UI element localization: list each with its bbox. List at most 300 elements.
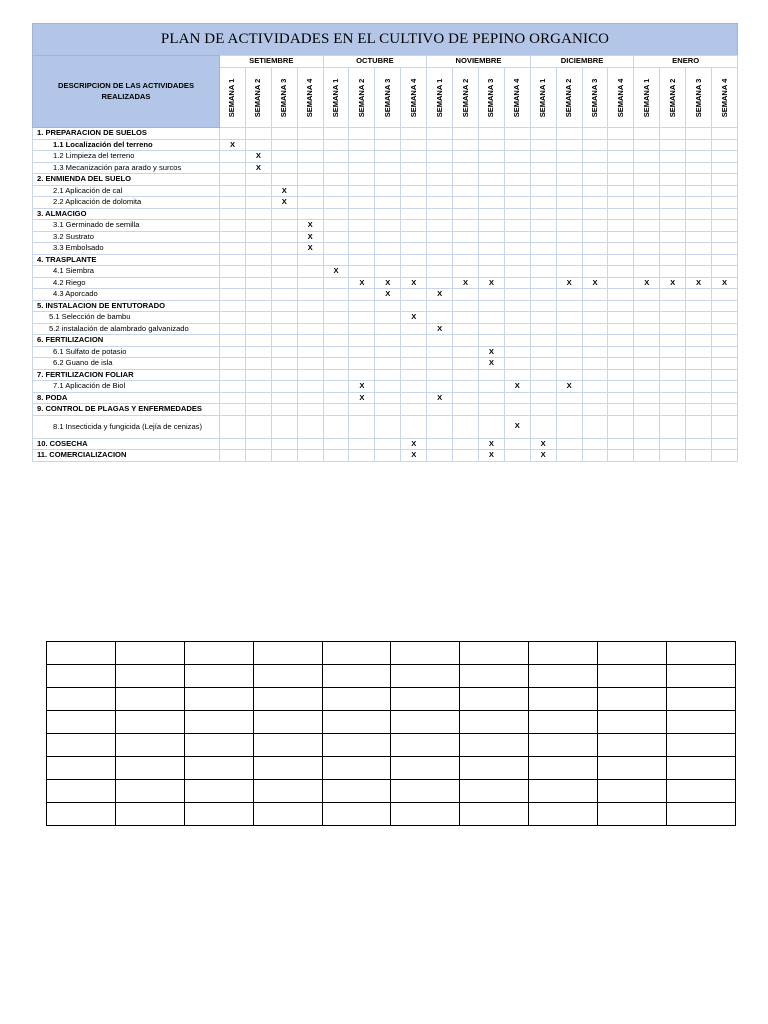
schedule-cell xyxy=(323,139,349,151)
schedule-cell xyxy=(220,312,246,324)
schedule-cell xyxy=(271,300,297,312)
activity-row xyxy=(33,185,738,197)
activity-label: 1. PREPARACION DE SUELOS xyxy=(33,128,220,140)
schedule-cell xyxy=(478,266,504,278)
blank-cell xyxy=(667,780,736,803)
schedule-cell xyxy=(349,312,375,324)
schedule-cell xyxy=(608,335,634,347)
activity-label: 6.2 Guano de isla xyxy=(33,358,220,370)
schedule-cell xyxy=(453,381,479,393)
schedule-cell xyxy=(504,197,530,209)
schedule-cell xyxy=(375,151,401,163)
schedule-cell xyxy=(660,415,686,438)
schedule-cell xyxy=(375,162,401,174)
schedule-mark: X xyxy=(323,266,349,278)
schedule-cell xyxy=(634,289,660,301)
schedule-cell xyxy=(245,197,271,209)
schedule-cell xyxy=(530,300,556,312)
activity-label: 6.1 Sulfato de potasio xyxy=(33,346,220,358)
schedule-cell xyxy=(349,220,375,232)
schedule-cell xyxy=(349,151,375,163)
schedule-cell xyxy=(530,197,556,209)
schedule-cell xyxy=(608,358,634,370)
schedule-cell xyxy=(453,438,479,450)
schedule-cell xyxy=(297,266,323,278)
schedule-cell xyxy=(323,392,349,404)
schedule-cell xyxy=(375,197,401,209)
schedule-cell xyxy=(556,139,582,151)
schedule-cell xyxy=(608,162,634,174)
schedule-cell xyxy=(427,300,453,312)
schedule-cell xyxy=(453,208,479,220)
blank-cell xyxy=(115,734,184,757)
schedule-mark: X xyxy=(478,358,504,370)
schedule-cell xyxy=(220,415,246,438)
schedule-cell xyxy=(660,266,686,278)
schedule-cell xyxy=(530,289,556,301)
schedule-cell xyxy=(453,323,479,335)
description-header: DESCRIPCION DE LAS ACTIVIDADES REALIZADAS xyxy=(33,56,220,128)
schedule-cell xyxy=(478,404,504,416)
blank-cell xyxy=(529,803,598,826)
schedule-cell xyxy=(504,151,530,163)
schedule-cell xyxy=(504,450,530,462)
schedule-cell xyxy=(220,346,246,358)
schedule-cell xyxy=(453,197,479,209)
schedule-cell xyxy=(401,197,427,209)
schedule-cell xyxy=(297,392,323,404)
schedule-cell xyxy=(582,300,608,312)
schedule-cell xyxy=(660,335,686,347)
schedule-cell xyxy=(271,162,297,174)
week-label: SEMANA 4 xyxy=(719,78,729,117)
schedule-cell xyxy=(220,323,246,335)
activity-row xyxy=(33,381,738,393)
schedule-cell xyxy=(712,289,738,301)
schedule-cell xyxy=(427,404,453,416)
schedule-cell xyxy=(478,254,504,266)
schedule-cell xyxy=(453,243,479,255)
blank-row xyxy=(47,642,736,665)
schedule-cell xyxy=(530,415,556,438)
schedule-mark: X xyxy=(453,277,479,289)
schedule-cell xyxy=(582,312,608,324)
schedule-cell xyxy=(271,289,297,301)
schedule-cell xyxy=(608,289,634,301)
blank-cell xyxy=(115,642,184,665)
schedule-cell xyxy=(608,450,634,462)
schedule-cell xyxy=(660,243,686,255)
schedule-cell xyxy=(427,335,453,347)
schedule-cell xyxy=(271,231,297,243)
schedule-cell xyxy=(401,266,427,278)
schedule-cell xyxy=(504,139,530,151)
schedule-mark: X xyxy=(686,277,712,289)
schedule-cell xyxy=(478,128,504,140)
schedule-mark: X xyxy=(478,277,504,289)
activity-row xyxy=(33,300,738,312)
schedule-cell xyxy=(297,312,323,324)
schedule-cell xyxy=(245,208,271,220)
schedule-cell xyxy=(220,254,246,266)
schedule-cell xyxy=(220,277,246,289)
schedule-mark: X xyxy=(530,438,556,450)
schedule-cell xyxy=(427,266,453,278)
blank-cell xyxy=(460,642,529,665)
schedule-cell xyxy=(712,358,738,370)
schedule-cell xyxy=(245,243,271,255)
blank-cell xyxy=(667,734,736,757)
schedule-cell xyxy=(375,139,401,151)
schedule-cell xyxy=(349,254,375,266)
schedule-cell xyxy=(427,312,453,324)
blank-cell xyxy=(391,757,460,780)
schedule-cell xyxy=(504,323,530,335)
blank-cell xyxy=(598,803,667,826)
schedule-cell xyxy=(686,185,712,197)
schedule-cell xyxy=(323,335,349,347)
schedule-cell xyxy=(556,358,582,370)
blank-cell xyxy=(47,803,116,826)
schedule-cell xyxy=(375,174,401,186)
schedule-cell xyxy=(634,404,660,416)
schedule-cell xyxy=(401,139,427,151)
blank-cell xyxy=(253,803,322,826)
schedule-mark: X xyxy=(245,151,271,163)
schedule-cell xyxy=(634,231,660,243)
schedule-cell xyxy=(556,404,582,416)
blank-cell xyxy=(47,734,116,757)
schedule-cell xyxy=(375,312,401,324)
schedule-cell xyxy=(220,128,246,140)
blank-cell xyxy=(115,803,184,826)
schedule-cell xyxy=(245,358,271,370)
activity-label: 5.1 Selección de bambu xyxy=(33,312,220,324)
schedule-cell xyxy=(427,174,453,186)
schedule-cell xyxy=(530,139,556,151)
schedule-cell xyxy=(453,392,479,404)
schedule-cell xyxy=(530,231,556,243)
schedule-cell xyxy=(297,151,323,163)
blank-cell xyxy=(253,780,322,803)
schedule-cell xyxy=(660,208,686,220)
schedule-cell xyxy=(686,139,712,151)
schedule-cell xyxy=(297,335,323,347)
activity-label: 1.3 Mecanización para arado y surcos xyxy=(33,162,220,174)
schedule-cell xyxy=(271,438,297,450)
schedule-cell xyxy=(582,243,608,255)
schedule-cell xyxy=(323,404,349,416)
schedule-cell xyxy=(323,208,349,220)
schedule-mark: X xyxy=(401,277,427,289)
schedule-cell xyxy=(634,335,660,347)
activity-row xyxy=(33,162,738,174)
schedule-mark: X xyxy=(427,323,453,335)
schedule-cell xyxy=(453,139,479,151)
schedule-cell xyxy=(582,139,608,151)
schedule-cell xyxy=(686,231,712,243)
schedule-cell xyxy=(686,392,712,404)
activity-label: 8.1 Insecticida y fungicida (Lejía de cenizas) xyxy=(33,415,220,438)
schedule-cell xyxy=(634,300,660,312)
schedule-cell xyxy=(712,369,738,381)
schedule-cell xyxy=(608,369,634,381)
activity-row xyxy=(33,404,738,416)
schedule-cell xyxy=(504,358,530,370)
month-header: OCTUBRE xyxy=(323,56,427,68)
schedule-cell xyxy=(453,151,479,163)
schedule-cell xyxy=(453,185,479,197)
schedule-cell xyxy=(712,254,738,266)
blank-row xyxy=(47,757,736,780)
blank-cell xyxy=(115,711,184,734)
schedule-cell xyxy=(660,300,686,312)
activity-row xyxy=(33,231,738,243)
schedule-cell xyxy=(686,162,712,174)
schedule-cell xyxy=(556,174,582,186)
schedule-cell xyxy=(297,346,323,358)
schedule-cell xyxy=(582,415,608,438)
schedule-cell xyxy=(375,220,401,232)
schedule-cell xyxy=(297,254,323,266)
schedule-mark: X xyxy=(556,381,582,393)
week-label: SEMANA 1 xyxy=(537,78,547,117)
schedule-cell xyxy=(478,208,504,220)
schedule-cell xyxy=(401,254,427,266)
schedule-cell xyxy=(686,358,712,370)
schedule-cell xyxy=(245,289,271,301)
schedule-cell xyxy=(453,162,479,174)
schedule-cell xyxy=(297,438,323,450)
blank-cell xyxy=(529,665,598,688)
schedule-cell xyxy=(686,335,712,347)
week-header xyxy=(349,68,375,128)
blank-cell xyxy=(598,734,667,757)
schedule-cell xyxy=(608,197,634,209)
schedule-cell xyxy=(686,128,712,140)
schedule-cell xyxy=(634,197,660,209)
blank-cell xyxy=(598,780,667,803)
schedule-cell xyxy=(349,139,375,151)
schedule-cell xyxy=(686,415,712,438)
schedule-cell xyxy=(478,312,504,324)
schedule-cell xyxy=(323,358,349,370)
schedule-cell xyxy=(634,174,660,186)
schedule-cell xyxy=(375,404,401,416)
activity-label: 3.3 Embolsado xyxy=(33,243,220,255)
schedule-cell xyxy=(401,415,427,438)
schedule-cell xyxy=(401,243,427,255)
schedule-cell xyxy=(349,185,375,197)
activity-row xyxy=(33,208,738,220)
schedule-cell xyxy=(556,369,582,381)
schedule-cell xyxy=(660,438,686,450)
activity-label: 2.1 Aplicación de cal xyxy=(33,185,220,197)
schedule-cell xyxy=(608,174,634,186)
activity-label: 1.2 Limpieza del terreno xyxy=(33,151,220,163)
schedule-cell xyxy=(220,300,246,312)
blank-cell xyxy=(529,688,598,711)
schedule-cell xyxy=(530,243,556,255)
schedule-cell xyxy=(634,139,660,151)
blank-cell xyxy=(391,665,460,688)
schedule-cell xyxy=(323,323,349,335)
schedule-mark: X xyxy=(660,277,686,289)
schedule-cell xyxy=(401,289,427,301)
schedule-cell xyxy=(530,404,556,416)
week-header xyxy=(427,68,453,128)
schedule-mark: X xyxy=(504,415,530,438)
schedule-cell xyxy=(271,335,297,347)
schedule-cell xyxy=(582,174,608,186)
schedule-cell xyxy=(297,450,323,462)
schedule-cell xyxy=(245,392,271,404)
schedule-cell xyxy=(427,185,453,197)
schedule-cell xyxy=(375,369,401,381)
schedule-cell xyxy=(297,139,323,151)
schedule-cell xyxy=(401,208,427,220)
schedule-cell xyxy=(427,346,453,358)
schedule-cell xyxy=(401,220,427,232)
schedule-cell xyxy=(271,404,297,416)
blank-cell xyxy=(667,711,736,734)
blank-cell xyxy=(322,734,391,757)
blank-cell xyxy=(253,734,322,757)
week-header xyxy=(375,68,401,128)
schedule-cell xyxy=(634,450,660,462)
schedule-cell xyxy=(245,231,271,243)
month-header: DICIEMBRE xyxy=(530,56,634,68)
schedule-cell xyxy=(427,128,453,140)
schedule-cell xyxy=(556,335,582,347)
schedule-cell xyxy=(686,312,712,324)
blank-cell xyxy=(391,734,460,757)
schedule-cell xyxy=(220,197,246,209)
schedule-cell xyxy=(634,323,660,335)
schedule-cell xyxy=(375,335,401,347)
schedule-cell xyxy=(712,128,738,140)
schedule-cell xyxy=(401,151,427,163)
schedule-cell xyxy=(453,369,479,381)
schedule-cell xyxy=(271,277,297,289)
week-header xyxy=(220,68,246,128)
schedule-cell xyxy=(323,151,349,163)
schedule-cell xyxy=(634,151,660,163)
schedule-cell xyxy=(453,289,479,301)
schedule-cell xyxy=(323,220,349,232)
schedule-cell xyxy=(686,174,712,186)
blank-cell xyxy=(47,757,116,780)
schedule-cell xyxy=(349,369,375,381)
schedule-cell xyxy=(556,128,582,140)
blank-cell xyxy=(115,757,184,780)
blank-cell xyxy=(115,665,184,688)
schedule-cell xyxy=(504,231,530,243)
schedule-cell xyxy=(245,381,271,393)
schedule-mark: X xyxy=(401,450,427,462)
schedule-cell xyxy=(297,369,323,381)
blank-cell xyxy=(253,711,322,734)
schedule-cell xyxy=(556,254,582,266)
month-header: NOVIEMBRE xyxy=(427,56,531,68)
schedule-cell xyxy=(478,231,504,243)
schedule-cell xyxy=(478,185,504,197)
schedule-cell xyxy=(608,312,634,324)
activity-row xyxy=(33,415,738,438)
schedule-cell xyxy=(427,254,453,266)
schedule-cell xyxy=(608,266,634,278)
schedule-mark: X xyxy=(349,392,375,404)
week-label: SEMANA 3 xyxy=(693,78,703,117)
schedule-cell xyxy=(401,300,427,312)
schedule-cell xyxy=(660,381,686,393)
blank-cell xyxy=(529,757,598,780)
schedule-cell xyxy=(453,404,479,416)
schedule-cell xyxy=(530,208,556,220)
schedule-cell xyxy=(271,220,297,232)
activity-label: 4.3 Aporcado xyxy=(33,289,220,301)
blank-cell xyxy=(391,780,460,803)
blank-cell xyxy=(598,642,667,665)
schedule-cell xyxy=(297,404,323,416)
blank-cell xyxy=(460,688,529,711)
schedule-cell xyxy=(427,358,453,370)
activity-label: 3.1 Germinado de semilla xyxy=(33,220,220,232)
schedule-cell xyxy=(478,220,504,232)
schedule-cell xyxy=(660,289,686,301)
schedule-cell xyxy=(427,438,453,450)
schedule-cell xyxy=(271,151,297,163)
blank-cell xyxy=(460,780,529,803)
activity-schedule-table xyxy=(32,55,738,462)
schedule-cell xyxy=(660,174,686,186)
activity-row xyxy=(33,392,738,404)
schedule-cell xyxy=(556,289,582,301)
schedule-cell xyxy=(712,162,738,174)
schedule-cell xyxy=(582,323,608,335)
blank-cell xyxy=(184,780,253,803)
schedule-cell xyxy=(712,415,738,438)
schedule-cell xyxy=(220,369,246,381)
schedule-cell xyxy=(504,266,530,278)
schedule-cell xyxy=(427,277,453,289)
schedule-cell xyxy=(634,162,660,174)
schedule-cell xyxy=(608,346,634,358)
blank-cell xyxy=(47,711,116,734)
schedule-cell xyxy=(349,346,375,358)
schedule-mark: X xyxy=(349,381,375,393)
schedule-cell xyxy=(556,392,582,404)
schedule-cell xyxy=(245,450,271,462)
schedule-cell xyxy=(323,450,349,462)
week-label: SEMANA 2 xyxy=(667,78,677,117)
schedule-mark: X xyxy=(297,220,323,232)
week-label: SEMANA 4 xyxy=(304,78,314,117)
schedule-cell xyxy=(634,208,660,220)
schedule-cell xyxy=(323,243,349,255)
schedule-cell xyxy=(634,358,660,370)
week-header xyxy=(271,68,297,128)
schedule-mark: X xyxy=(427,289,453,301)
schedule-cell xyxy=(530,335,556,347)
schedule-cell xyxy=(686,450,712,462)
activity-label: 1.1 Localización del terreno xyxy=(33,139,220,151)
week-label: SEMANA 1 xyxy=(641,78,651,117)
schedule-cell xyxy=(530,346,556,358)
schedule-cell xyxy=(582,208,608,220)
schedule-cell xyxy=(556,450,582,462)
blank-cell xyxy=(667,803,736,826)
